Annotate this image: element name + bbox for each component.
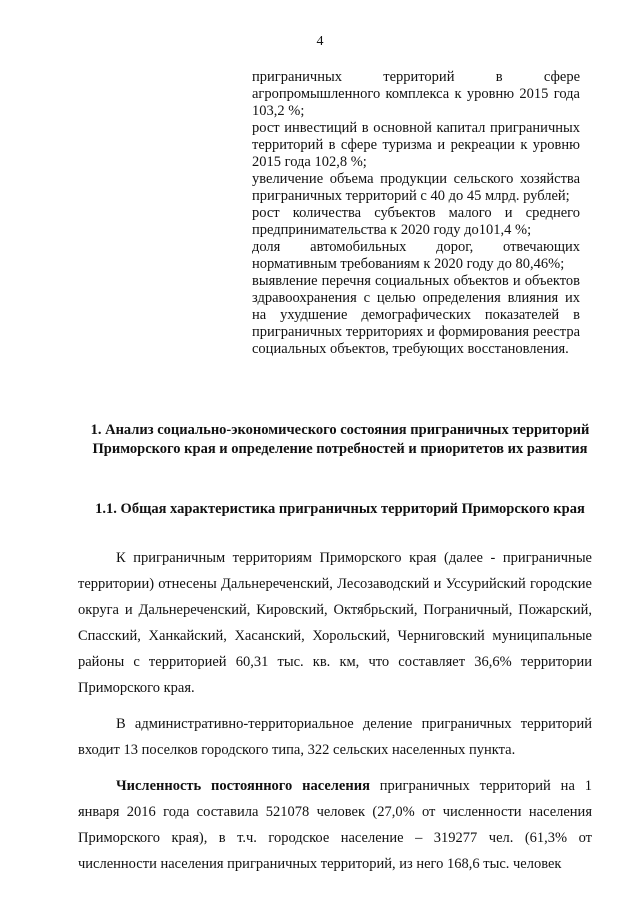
paragraph-text: приграничных территорий на 1 января 2016 года составила 521078 человек (27,0% от численности населения Приморского края), в т.ч. городское население – 319277 чел. (61,3% от численности населения приграничных территорий, из него 168,6 тыс. человек	[78, 778, 592, 872]
list-item: приграничных территорий в сфере агропромышленного комплекса к уровню 2015 года 103,2 %;	[252, 69, 580, 119]
list-item: увеличение объема продукции сельского хозяйства приграничных территорий с 40 до 45 млрд. рублей;	[252, 171, 580, 204]
subsection-heading: 1.1. Общая характеристика приграничных территорий Приморского края	[95, 501, 585, 517]
list-item: доля автомобильных дорог, отвечающих нормативным требованиям к 2020 году до 80,46%;	[252, 239, 580, 272]
paragraph	[78, 545, 592, 701]
paragraph	[78, 773, 592, 877]
list-item: рост инвестиций в основной капитал приграничных территорий в сфере туризма и рекреации к уровню 2015 года 102,8 %;	[252, 120, 580, 170]
paragraph-text: К приграничным территориям Приморского края (далее - приграничные территории) отнесены Дальнереченский, Лесозаводский и Уссурийский городские округа и Дальнереченский, Кировский, Октябрьский, Пограничный, Пожарский, Спасский, Ханкайский, Хасанский, Хорольский, Черниговский муниципальные районы с территорией 60,31 тыс. кв. км, что составляет 36,6% территории Приморского края.	[78, 550, 592, 696]
list-item: рост количества субъектов малого и среднего предпринимательства к 2020 году до101,4 %;	[252, 205, 580, 238]
paragraph-bold-lead: Численность постоянного населения	[116, 778, 370, 794]
paragraph-text: В административно-территориальное деление приграничных территорий входит 13 поселков городского типа, 322 сельских населенных пункта.	[78, 716, 592, 758]
section-heading: 1. Анализ социально-экономического состояния приграничных территорий Приморского края и определение потребностей и приоритетов их развития	[90, 422, 590, 457]
paragraph	[78, 711, 592, 763]
list-item: выявление перечня социальных объектов и объектов здравоохранения с целью определения влияния их на ухудшение демографических показателей в приграничных территориях и формирования реестра социальных объектов, требующих восстановления.	[252, 273, 580, 357]
body-text	[78, 545, 592, 887]
page-number: 4	[316, 34, 324, 49]
target-indicators-list	[252, 69, 580, 358]
